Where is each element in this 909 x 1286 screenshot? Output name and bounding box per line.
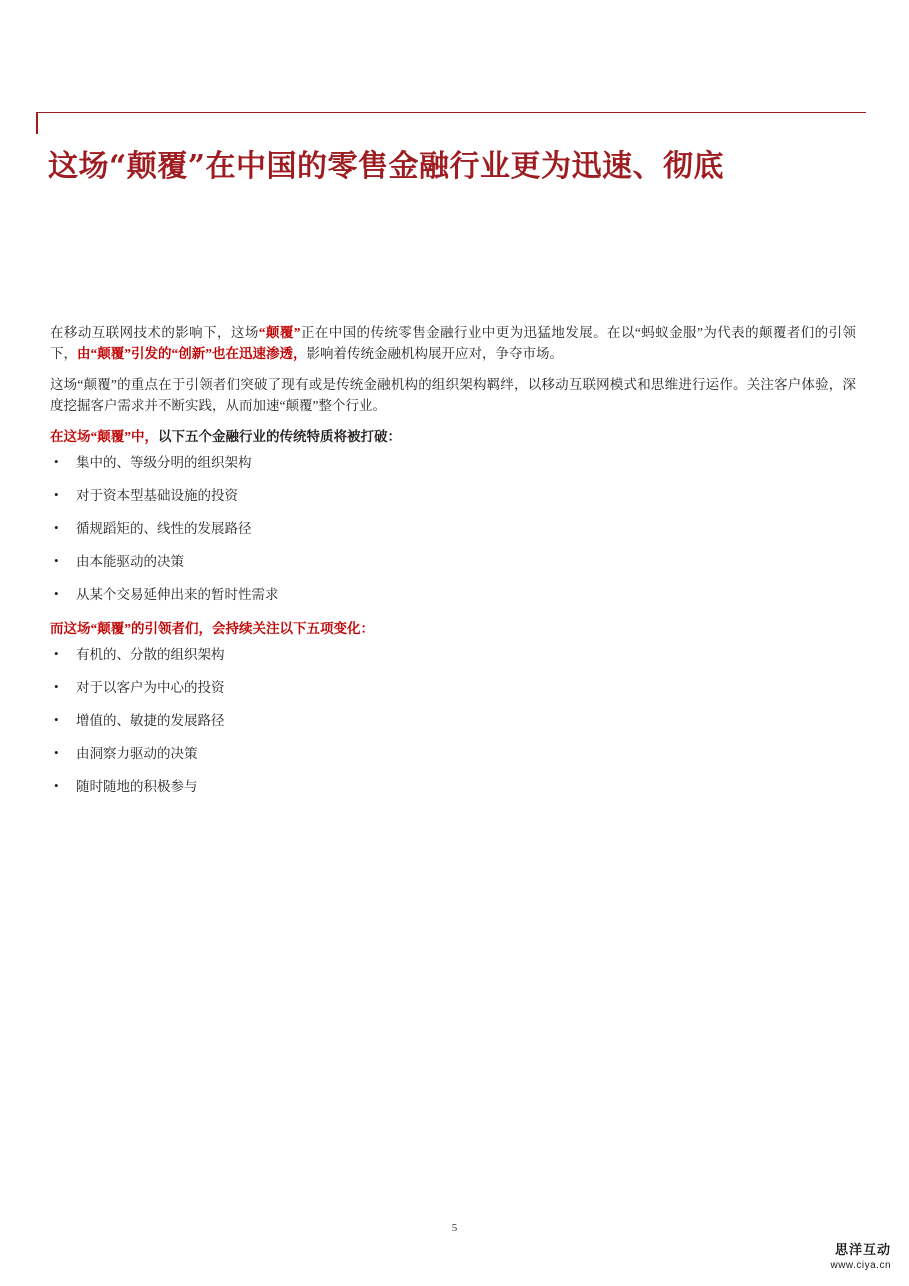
- paragraph-1-highlight-b: 由“颠覆”引发的“创新”也在迅速渗透，: [77, 346, 307, 361]
- section-one-heading-rest: 以下五个金融行业的传统特质将被打破：: [158, 429, 401, 444]
- body-content: [50, 322, 856, 810]
- paragraph-1-text-b: 正在中国的传统零售金融行业中更为迅猛地发展。在以“蚂蚁金服”为代表的颠覆者们的引领下，: [50, 325, 857, 361]
- section-two-heading: 而这场“颠覆”的引领者们，会持续关注以下五项变化：: [50, 621, 374, 636]
- list-item: • 增值的、敏捷的发展路径: [50, 711, 856, 731]
- paragraph-1: [50, 322, 856, 364]
- paragraph-1-text-c: 影响着传统金融机构展开应对，争夺市场。: [306, 346, 563, 361]
- list-item: • 对于以客户为中心的投资: [50, 678, 856, 698]
- section-two-list: [50, 645, 856, 797]
- list-item: • 有机的、分散的组织架构: [50, 645, 856, 665]
- watermark: [830, 1243, 891, 1272]
- page-number: 5: [451, 1222, 458, 1234]
- watermark-url: www.ciya.cn: [830, 1259, 891, 1271]
- list-item: • 对于资本型基础设施的投资: [50, 486, 856, 506]
- watermark-name: 思洋互动: [834, 1243, 891, 1259]
- section-one-heading-highlight: 在这场“颠覆”中，: [50, 429, 158, 444]
- list-item: • 随时随地的积极参与: [50, 777, 856, 797]
- list-item: • 由本能驱动的决策: [50, 552, 856, 572]
- list-item: • 集中的、等级分明的组织架构: [50, 453, 856, 473]
- list-item: • 循规蹈矩的、线性的发展路径: [50, 519, 856, 539]
- paragraph-1-highlight-a: “颠覆”: [258, 325, 301, 340]
- section-one-heading: [50, 426, 856, 447]
- list-item: • 从某个交易延伸出来的暂时性需求: [50, 585, 856, 605]
- title-accent-tick: [36, 112, 38, 134]
- section-one-list: [50, 453, 856, 605]
- list-item: • 由洞察力驱动的决策: [50, 744, 856, 764]
- page-title: 这场“颠覆”在中国的零售金融行业更为迅速、彻底: [48, 149, 725, 185]
- paragraph-2: 这场“颠覆”的重点在于引领者们突破了现有或是传统金融机构的组织架构羁绊，以移动互联网模式和思维进行运作。关注客户体验，深度挖掘客户需求并不断实践，从而加速“颠覆”整个行业。: [50, 377, 856, 413]
- paragraph-1-text-a: 在移动互联网技术的影响下，这场: [50, 325, 259, 340]
- title-divider-rule: [36, 112, 866, 113]
